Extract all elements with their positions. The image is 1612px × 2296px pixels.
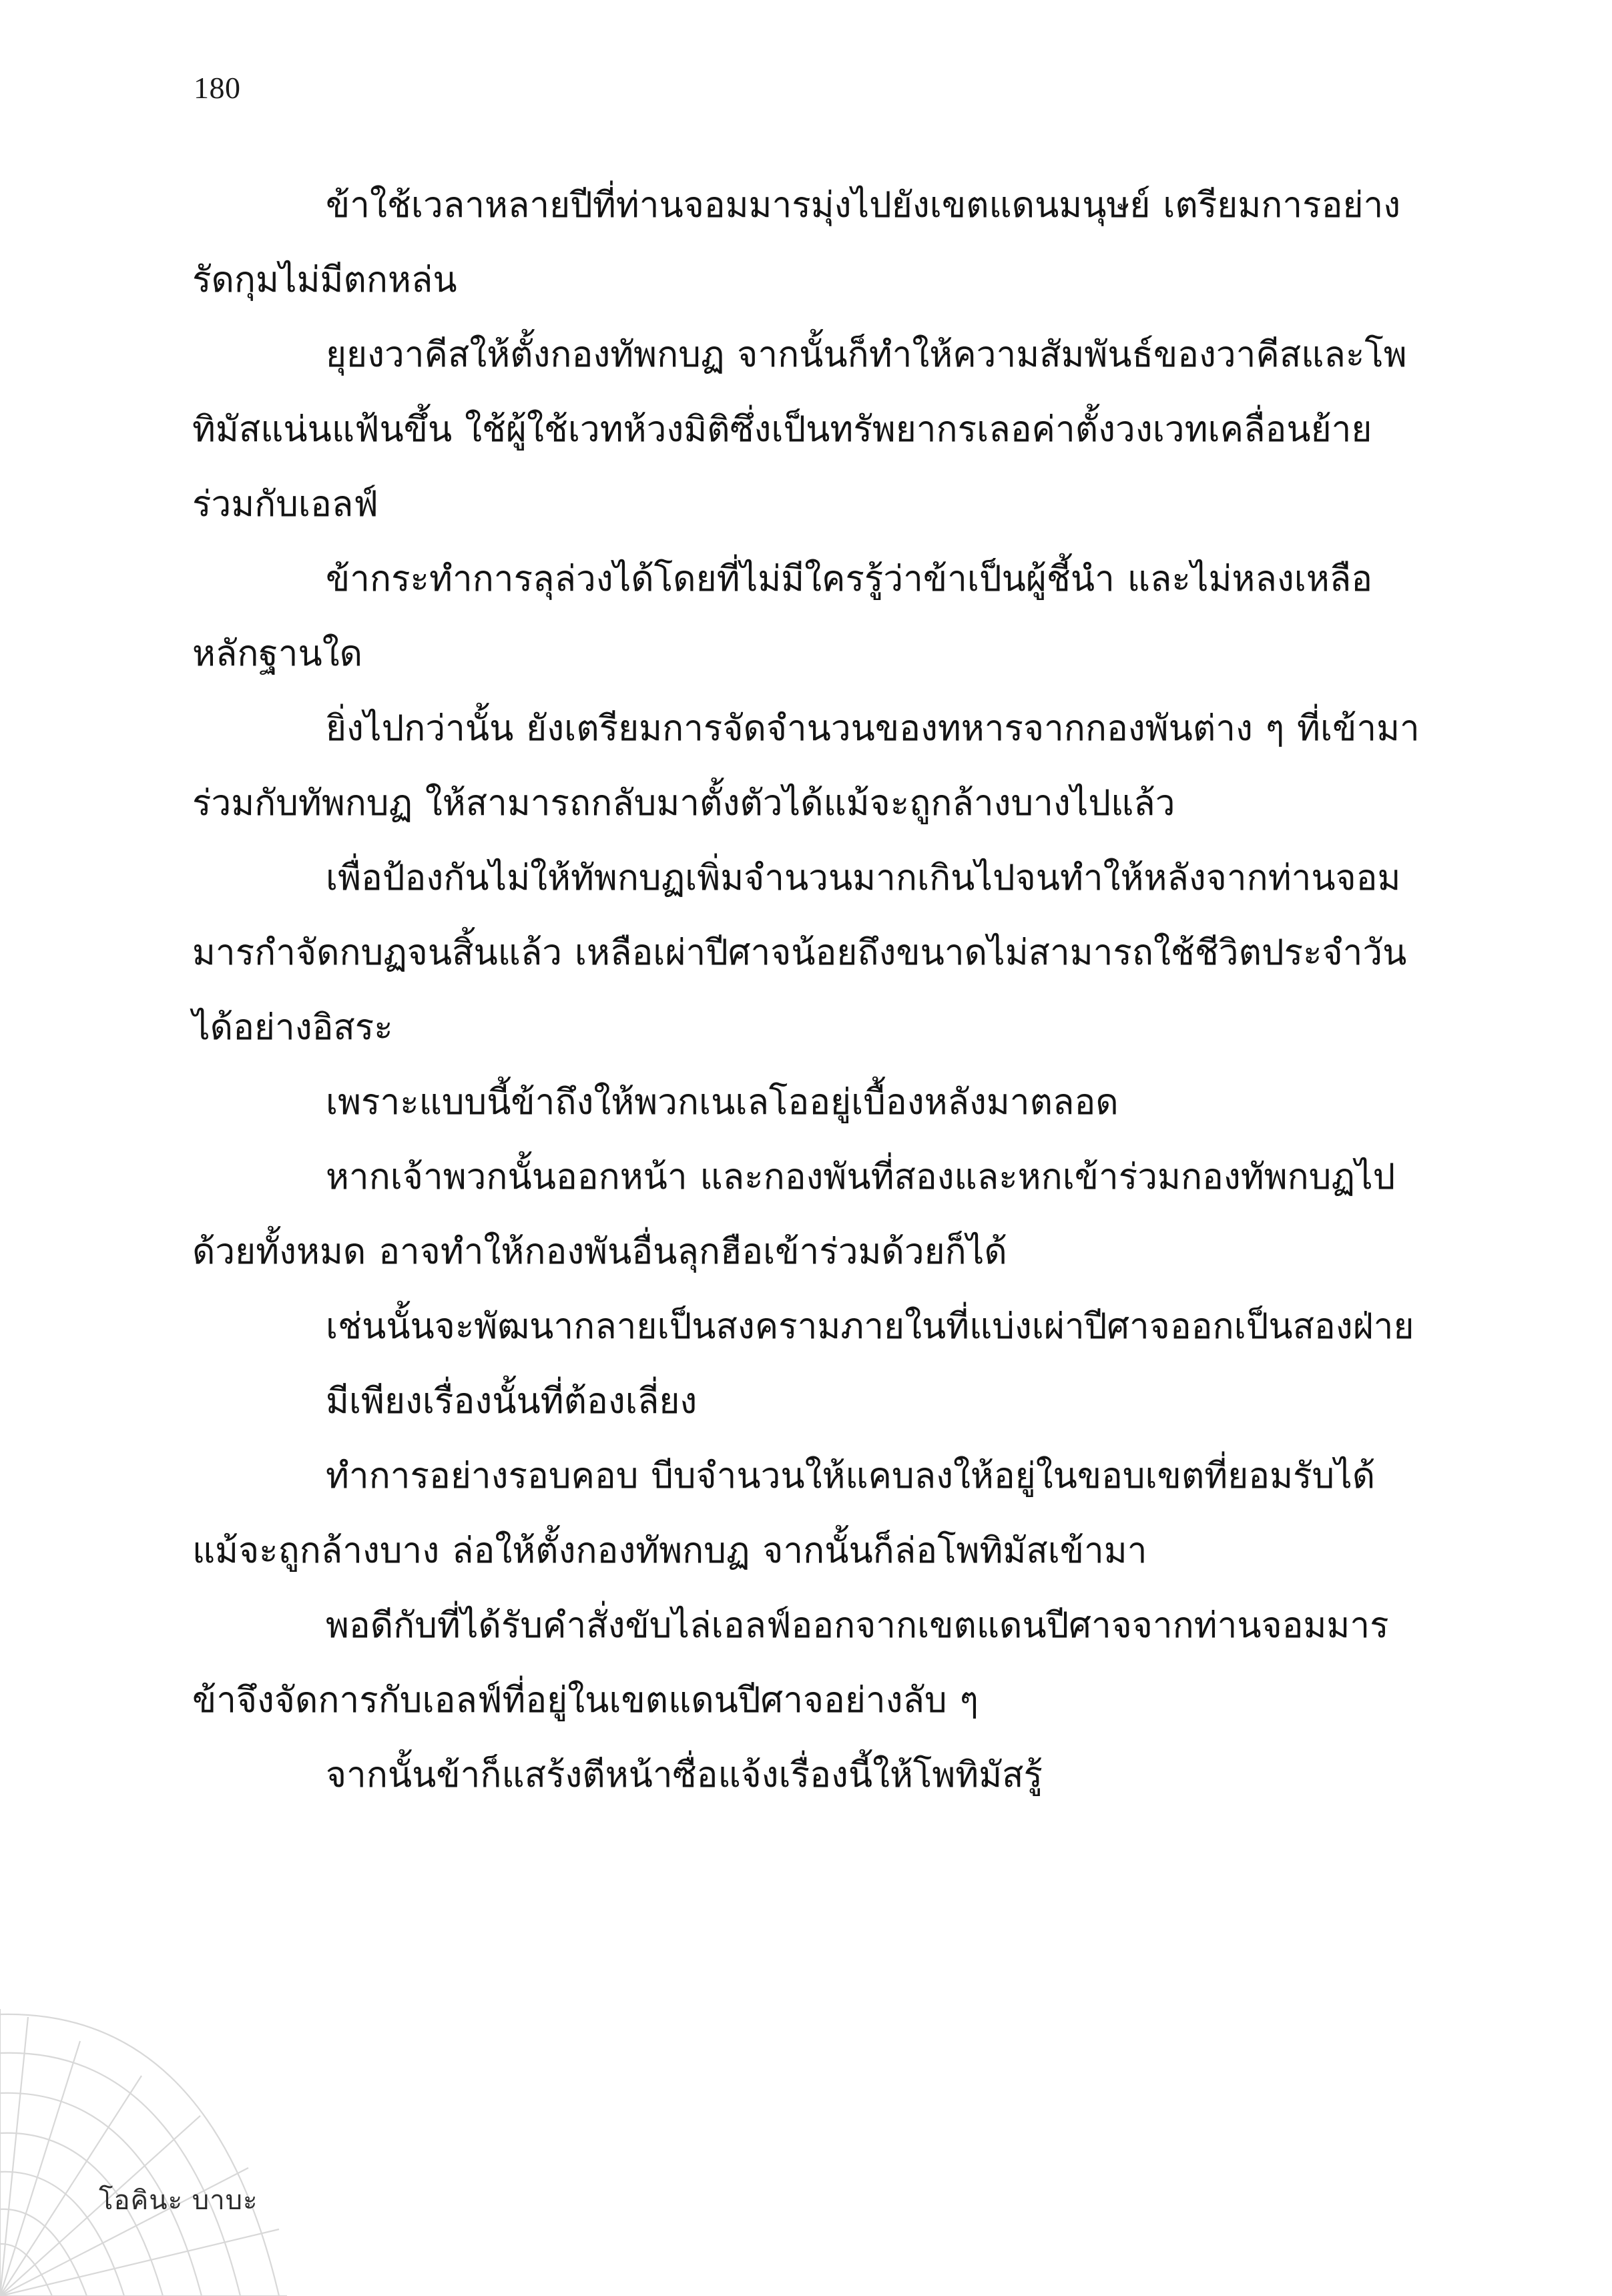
paragraph: เพื่อป้องกันไม่ให้ทัพกบฏเพิ่มจำนวนมากเกินไปจนทำให้หลังจากท่านจอมมารกำจัดกบฏจนสิ้นแล้ว เหลือเผ่าปีศาจน้อยถึงขนาดไม่สามารถใช้ชีวิตประจำวันได้อย่างอิสระ	[192, 858, 1407, 1048]
paragraph: เพราะแบบนี้ข้าถึงให้พวกเนเลโออยู่เบื้องหลังมาตลอด	[326, 1082, 1119, 1123]
paragraph: ข้ากระทำการลุล่วงได้โดยที่ไม่มีใครรู้ว่าข้าเป็นผู้ชี้นำ และไม่หลงเหลือหลักฐานใด	[192, 559, 1373, 674]
paragraph: ข้าใช้เวลาหลายปีที่ท่านจอมมารมุ่งไปยังเขตแดนมนุษย์ เตรียมการอย่างรัดกุมไม่มีตกหล่น	[192, 185, 1401, 300]
paragraph: มีเพียงเรื่องนั้นที่ต้องเลี่ยง	[326, 1381, 698, 1422]
paragraph: ยุยงวาคีสให้ตั้งกองทัพกบฏ จากนั้นก็ทำให้ความสัมพันธ์ของวาคีสและโพทิมัสแน่นแฟ้นขึ้น ใช้ผู้ใช้เวทห้วงมิติซึ่งเป็นทรัพยากรเลอค่าตั้งวงเวทเคลื่อนย้ายร่วมกับเอลฟ์	[192, 334, 1407, 525]
spider-web-icon	[0, 2009, 287, 2296]
paragraph: ยิ่งไปกว่านั้น ยังเตรียมการจัดจำนวนของทหารจากกองพันต่าง ๆ ที่เข้ามาร่วมกับทัพกบฏ ให้สามารถกลับมาตั้งตัวได้แม้จะถูกล้างบางไปแล้ว	[192, 708, 1420, 824]
paragraph: จากนั้นข้าก็แสร้งตีหน้าซื่อแจ้งเรื่องนี้ให้โพทิมัสรู้	[326, 1755, 1043, 1795]
paragraph: หากเจ้าพวกนั้นออกหน้า และกองพันที่สองและหกเข้าร่วมกองทัพกบฏไปด้วยทั้งหมด อาจทำให้กองพันอื่นลุกฮือเข้าร่วมด้วยก็ได้	[192, 1157, 1396, 1272]
paragraph: ทำการอย่างรอบคอบ บีบจำนวนให้แคบลงให้อยู่ในขอบเขตที่ยอมรับได้แม้จะถูกล้างบาง ล่อให้ตั้งกองทัพกบฏ จากนั้นก็ล่อโพทิมัสเข้ามา	[192, 1456, 1376, 1571]
paragraph: พอดีกับที่ได้รับคำสั่งขับไล่เอลฟ์ออกจากเขตแดนปีศาจจากท่านจอมมาร ข้าจึงจัดการกับเอลฟ์ที่อยู่ในเขตแดนปีศาจอย่างลับ ๆ	[192, 1605, 1389, 1721]
page-number: 180	[194, 71, 241, 105]
paragraph: เช่นนั้นจะพัฒนากลายเป็นสงครามภายในที่แบ่งเผ่าปีศาจออกเป็นสองฝ่าย	[326, 1306, 1414, 1347]
footer-author: โอคินะ บาบะ	[99, 2185, 258, 2216]
body-text-column	[192, 168, 1420, 1813]
